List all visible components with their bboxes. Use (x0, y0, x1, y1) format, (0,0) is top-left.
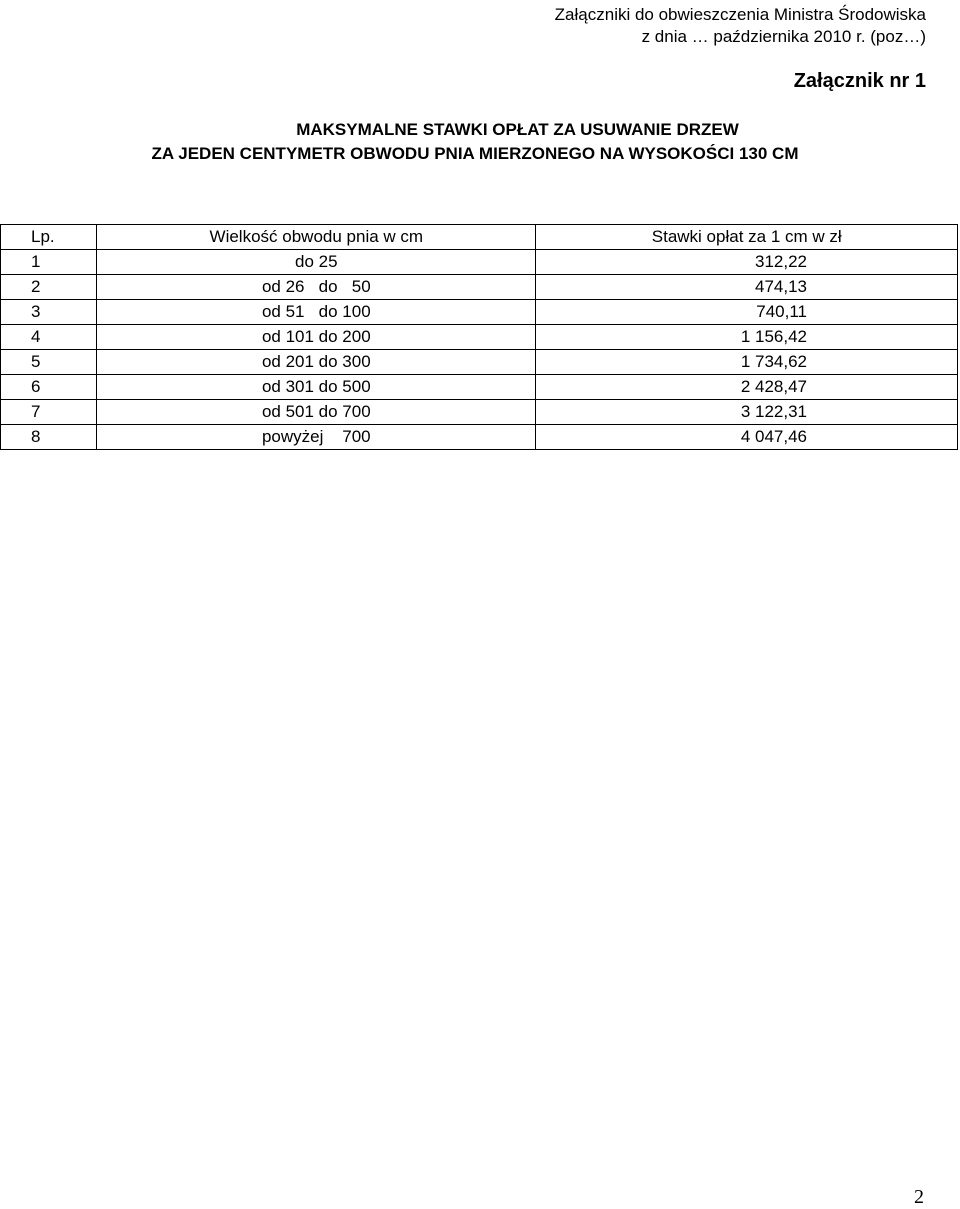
table-header-row (1, 225, 958, 250)
cell-rate: 1 734,62 (536, 350, 958, 375)
table-row (1, 400, 958, 425)
cell-circumference: od 201 do 300 (97, 350, 536, 375)
header-circumference: Wielkość obwodu pnia w cm (97, 225, 536, 250)
header-line-2: z dnia … października 2010 r. (poz…) (641, 27, 926, 46)
cell-circumference: powyżej 700 (97, 425, 536, 450)
cell-lp: 6 (1, 375, 97, 400)
cell-circumference: do 25 (97, 250, 536, 275)
document-header (555, 4, 926, 48)
cell-rate: 2 428,47 (536, 375, 958, 400)
cell-circumference: od 26 do 50 (97, 275, 536, 300)
table-row (1, 350, 958, 375)
cell-circumference: od 51 do 100 (97, 300, 536, 325)
cell-rate: 312,22 (536, 250, 958, 275)
cell-rate: 740,11 (536, 300, 958, 325)
cell-circumference: od 101 do 200 (97, 325, 536, 350)
table-row (1, 300, 958, 325)
cell-lp: 1 (1, 250, 97, 275)
cell-circumference: od 301 do 500 (97, 375, 536, 400)
cell-lp: 3 (1, 300, 97, 325)
header-lp: Lp. (1, 225, 97, 250)
annex-number: Załącznik nr 1 (793, 70, 926, 92)
table-row (1, 425, 958, 450)
cell-circumference: od 501 do 700 (97, 400, 536, 425)
table-row (1, 375, 958, 400)
rates-table (0, 224, 958, 450)
cell-rate: 474,13 (536, 275, 958, 300)
table-row (1, 325, 958, 350)
table-row (1, 275, 958, 300)
cell-rate: 3 122,31 (536, 400, 958, 425)
cell-lp: 8 (1, 425, 97, 450)
cell-rate: 1 156,42 (536, 325, 958, 350)
cell-lp: 4 (1, 325, 97, 350)
table-row (1, 250, 958, 275)
cell-lp: 5 (1, 350, 97, 375)
title-line-2: ZA JEDEN CENTYMETR OBWODU PNIA MIERZONEGO NA WYSOKOŚCI 130 CM (151, 144, 799, 163)
header-rate: Stawki opłat za 1 cm w zł (536, 225, 958, 250)
cell-lp: 2 (1, 275, 97, 300)
page-number: 2 (914, 1186, 924, 1208)
cell-lp: 7 (1, 400, 97, 425)
header-line-1: Załączniki do obwieszczenia Ministra Środowiska (554, 5, 926, 24)
title-line-1: MAKSYMALNE STAWKI OPŁAT ZA USUWANIE DRZEW (296, 120, 739, 139)
cell-rate: 4 047,46 (536, 425, 958, 450)
document-title (0, 118, 960, 166)
